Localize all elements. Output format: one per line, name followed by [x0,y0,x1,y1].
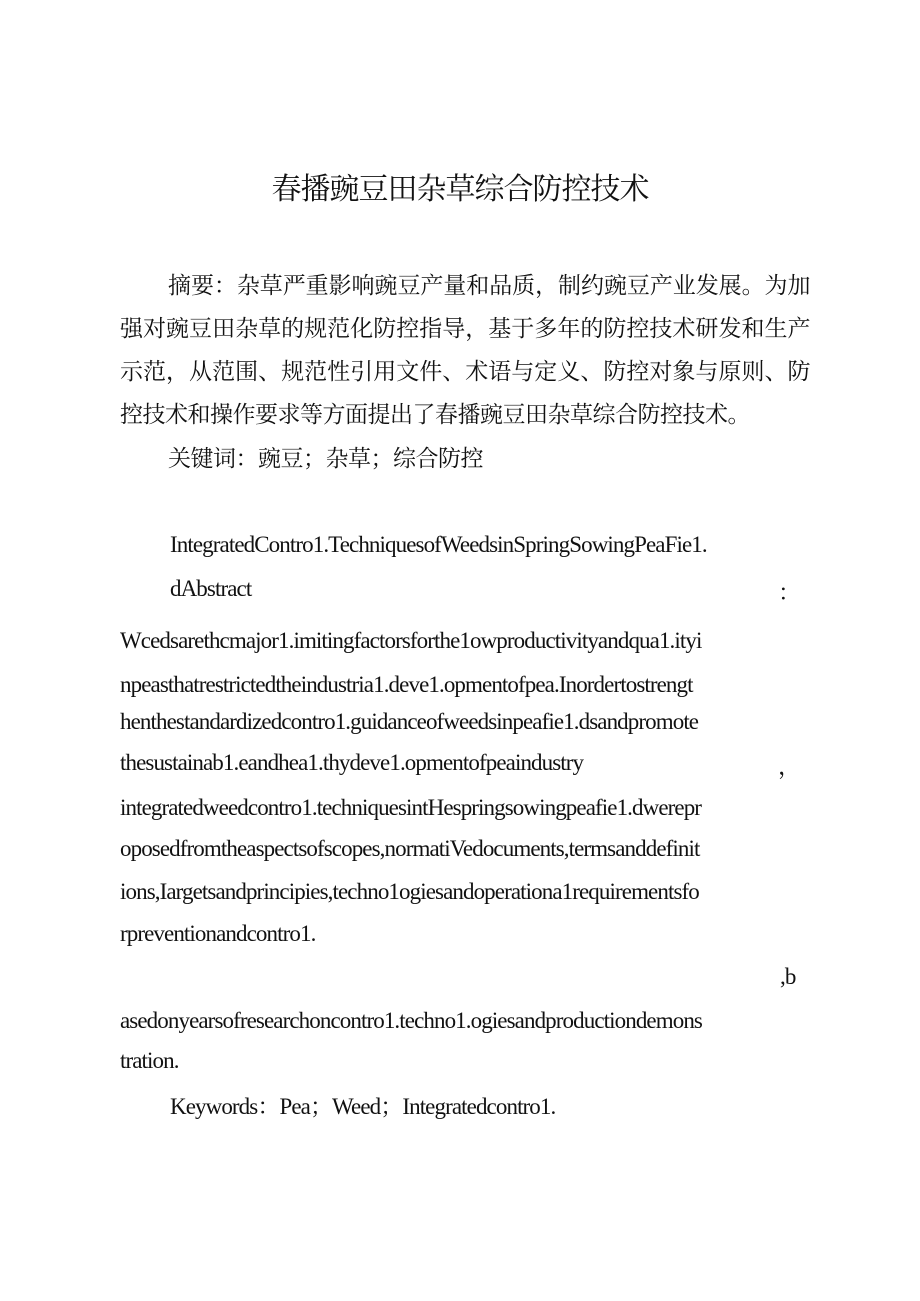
english-abstract-line-3: henthestandardizedcontro1.guidanceofweedsinpeafie1.dsandpromote [120,709,699,734]
english-abstract-line-6: oposedfromtheaspectsofscopes,normatiVedocuments,termsanddefinit [120,836,700,861]
keywords-en: Keywords：Pea；Weed；Integratedcontro1. [170,1094,556,1119]
document-title: 春播豌豆田杂草综合防控技术 [271,172,649,207]
english-abstract-line-1: Wcedsarethcmajor1.imitingfactorsforthe1owproductivityandqua1.ityi [120,628,702,653]
keywords-cn: 关键词：豌豆；杂草；综合防控 [168,446,483,472]
english-abstract-line-5: integratedweedcontro1.techniquesintHespringsowingpeafie1.dwerepr [120,795,702,820]
abstract-cn: 摘要：杂草严重影响豌豆产量和品质，制约豌豆产业发展。为加强对豌豆田杂草的规范化防控指导，基于多年的防控技术研发和生产示范，从范围、规范性引用文件、术语与定义、防控对象与原则、防控技术和操作要求等方面提出了春播豌豆田杂草综合防控技术。 [120,273,810,428]
english-abstract-continuation: ,b [780,964,796,989]
english-abstract-colon: ： [778,580,801,605]
english-abstract-line-7: ions,Iargetsandprincipies,techno1ogiesandoperationa1requirementsfo [120,879,699,904]
english-abstract-comma: ， [778,754,801,779]
english-abstract-line-9: asedonyearsofresearchoncontro1.techno1.ogiesandproductiondemons [120,1008,702,1033]
english-abstract-line-4: thesustainab1.eandhea1.thydeve1.opmentofpeaindustry [120,750,584,775]
english-abstract-line-10: tration. [120,1048,179,1073]
english-abstract-line-2: npeasthatrestrictedtheindustria1.deve1.opmentofpea.Inordertostrengt [120,672,693,697]
english-title-line-2: dAbstract [170,576,252,601]
english-title-line-1: IntegratedContro1.TechniquesofWeedsinSpringSowingPeaFie1. [170,532,707,557]
english-abstract-line-8: rpreventionandcontro1. [120,921,316,946]
